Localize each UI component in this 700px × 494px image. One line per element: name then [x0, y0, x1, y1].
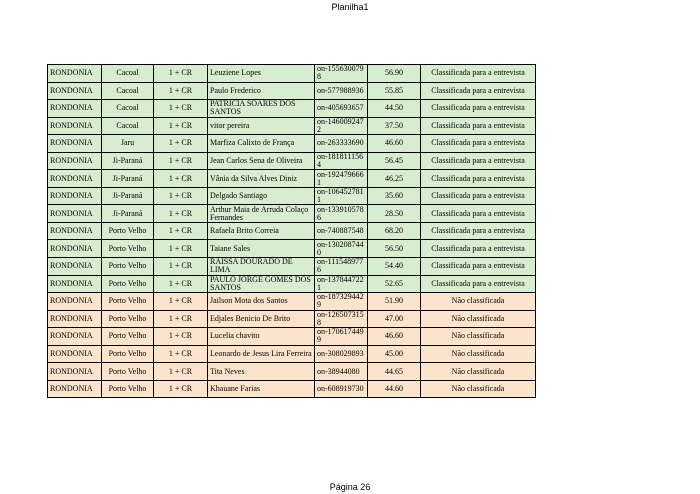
registration-code-cell: on-1924796661	[315, 170, 368, 188]
registration-code-cell: on-1818111564	[315, 152, 368, 170]
registration-code-cell: on-38944080	[315, 363, 368, 381]
vacancy-cell: 1 + CR	[154, 293, 208, 311]
city-cell: Ji-Paraná	[102, 187, 154, 205]
status-cell: Não classificada	[421, 328, 536, 346]
state-cell: RONDONIA	[48, 100, 102, 118]
table-row	[48, 345, 536, 363]
state-cell: RONDONIA	[48, 258, 102, 276]
state-cell: RONDONIA	[48, 310, 102, 328]
candidate-name-cell: RAISSA DOURADO DE LIMA	[208, 258, 315, 276]
city-cell: Cacoal	[102, 65, 154, 83]
state-cell: RONDONIA	[48, 65, 102, 83]
candidate-name-cell: Edjales Benicio De Brito	[208, 310, 315, 328]
city-cell: Porto Velho	[102, 328, 154, 346]
city-cell: Porto Velho	[102, 293, 154, 311]
table-row	[48, 380, 536, 398]
score-cell: 52.65	[368, 275, 421, 293]
table-row	[48, 170, 536, 188]
vacancy-cell: 1 + CR	[154, 65, 208, 83]
vacancy-cell: 1 + CR	[154, 170, 208, 188]
table-row	[48, 135, 536, 153]
candidate-name-cell: Rafaela Brito Correia	[208, 222, 315, 240]
table-row	[48, 275, 536, 293]
candidate-name-cell: Jean Carlos Sena de Oliveira	[208, 152, 315, 170]
city-cell: Ji-Paraná	[102, 152, 154, 170]
state-cell: RONDONIA	[48, 205, 102, 223]
status-cell: Classificada para a entrevista	[421, 117, 536, 135]
table-row	[48, 117, 536, 135]
table-row	[48, 258, 536, 276]
candidate-name-cell: PATRICIA SOARES DOS SANTOS	[208, 100, 315, 118]
state-cell: RONDONIA	[48, 187, 102, 205]
state-cell: RONDONIA	[48, 380, 102, 398]
score-cell: 56.45	[368, 152, 421, 170]
table-row	[48, 205, 536, 223]
table-row	[48, 363, 536, 381]
status-cell: Classificada para a entrevista	[421, 205, 536, 223]
status-cell: Classificada para a entrevista	[421, 187, 536, 205]
city-cell: Ji-Paraná	[102, 170, 154, 188]
state-cell: RONDONIA	[48, 152, 102, 170]
table-row	[48, 65, 536, 83]
candidate-name-cell: Arthur Maia de Arruda Colaço Fernandes	[208, 205, 315, 223]
vacancy-cell: 1 + CR	[154, 135, 208, 153]
candidate-name-cell: Jailson Mota dos Santos	[208, 293, 315, 311]
vacancy-cell: 1 + CR	[154, 275, 208, 293]
candidate-name-cell: Vânia da Silva Alves Diniz	[208, 170, 315, 188]
state-cell: RONDONIA	[48, 275, 102, 293]
score-cell: 46.60	[368, 328, 421, 346]
status-cell: Não classificada	[421, 363, 536, 381]
city-cell: Porto Velho	[102, 275, 154, 293]
results-table	[47, 64, 536, 398]
vacancy-cell: 1 + CR	[154, 82, 208, 100]
candidate-name-cell: Paulo Frederico	[208, 82, 315, 100]
sheet-title: Planilha1	[331, 2, 369, 12]
candidate-name-cell: Delgado Santiago	[208, 187, 315, 205]
candidate-name-cell: Tita Neves	[208, 363, 315, 381]
status-cell: Classificada para a entrevista	[421, 240, 536, 258]
registration-code-cell: on-1064527811	[315, 187, 368, 205]
table-row	[48, 187, 536, 205]
status-cell: Classificada para a entrevista	[421, 135, 536, 153]
status-cell: Não classificada	[421, 380, 536, 398]
candidate-name-cell: Lucelia chavito	[208, 328, 315, 346]
city-cell: Cacoal	[102, 82, 154, 100]
city-cell: Cacoal	[102, 100, 154, 118]
city-cell: Porto Velho	[102, 222, 154, 240]
score-cell: 55.85	[368, 82, 421, 100]
table-row	[48, 293, 536, 311]
registration-code-cell: on-608919730	[315, 380, 368, 398]
score-cell: 56.90	[368, 65, 421, 83]
score-cell: 44.60	[368, 380, 421, 398]
candidate-name-cell: Khauane Farias	[208, 380, 315, 398]
registration-code-cell: on-577988936	[315, 82, 368, 100]
registration-code-cell: on-740887548	[315, 222, 368, 240]
status-cell: Classificada para a entrevista	[421, 258, 536, 276]
vacancy-cell: 1 + CR	[154, 240, 208, 258]
vacancy-cell: 1 + CR	[154, 258, 208, 276]
table-row	[48, 310, 536, 328]
candidate-name-cell: Leonardo de Jesus Lira Ferreira	[208, 345, 315, 363]
registration-code-cell: on-1339105786	[315, 205, 368, 223]
registration-code-cell: on-1302087440	[315, 240, 368, 258]
score-cell: 68.20	[368, 222, 421, 240]
registration-code-cell: on-1115489776	[315, 258, 368, 276]
vacancy-cell: 1 + CR	[154, 363, 208, 381]
candidate-name-cell: Marfiza Calixto de França	[208, 135, 315, 153]
vacancy-cell: 1 + CR	[154, 152, 208, 170]
city-cell: Porto Velho	[102, 345, 154, 363]
state-cell: RONDONIA	[48, 345, 102, 363]
state-cell: RONDONIA	[48, 82, 102, 100]
status-cell: Classificada para a entrevista	[421, 100, 536, 118]
score-cell: 45.00	[368, 345, 421, 363]
score-cell: 35.60	[368, 187, 421, 205]
state-cell: RONDONIA	[48, 240, 102, 258]
city-cell: Cacoal	[102, 117, 154, 135]
status-cell: Não classificada	[421, 310, 536, 328]
score-cell: 51.90	[368, 293, 421, 311]
vacancy-cell: 1 + CR	[154, 205, 208, 223]
status-cell: Classificada para a entrevista	[421, 152, 536, 170]
registration-code-cell: on-1378447221	[315, 275, 368, 293]
state-cell: RONDONIA	[48, 222, 102, 240]
registration-code-cell: on-1556300798	[315, 65, 368, 83]
vacancy-cell: 1 + CR	[154, 328, 208, 346]
score-cell: 47.00	[368, 310, 421, 328]
candidate-name-cell: Leuziene Lopes	[208, 65, 315, 83]
table-row	[48, 222, 536, 240]
state-cell: RONDONIA	[48, 328, 102, 346]
status-cell: Classificada para a entrevista	[421, 65, 536, 83]
score-cell: 44.65	[368, 363, 421, 381]
status-cell: Não classificada	[421, 293, 536, 311]
state-cell: RONDONIA	[48, 363, 102, 381]
city-cell: Ji-Paraná	[102, 205, 154, 223]
score-cell: 37.50	[368, 117, 421, 135]
page-number: Página 26	[329, 482, 371, 492]
state-cell: RONDONIA	[48, 293, 102, 311]
state-cell: RONDONIA	[48, 117, 102, 135]
registration-code-cell: on-1873294429	[315, 293, 368, 311]
registration-code-cell: on-308029893	[315, 345, 368, 363]
registration-code-cell: on-1265073158	[315, 310, 368, 328]
status-cell: Classificada para a entrevista	[421, 275, 536, 293]
registration-code-cell: on-1706174499	[315, 328, 368, 346]
table-row	[48, 100, 536, 118]
vacancy-cell: 1 + CR	[154, 117, 208, 135]
registration-code-cell: on-263333690	[315, 135, 368, 153]
candidate-name-cell: Taiane Sales	[208, 240, 315, 258]
table-row	[48, 240, 536, 258]
status-cell: Classificada para a entrevista	[421, 222, 536, 240]
vacancy-cell: 1 + CR	[154, 345, 208, 363]
score-cell: 46.60	[368, 135, 421, 153]
vacancy-cell: 1 + CR	[154, 310, 208, 328]
score-cell: 44.50	[368, 100, 421, 118]
score-cell: 28.50	[368, 205, 421, 223]
state-cell: RONDONIA	[48, 170, 102, 188]
table-row	[48, 152, 536, 170]
city-cell: Porto Velho	[102, 363, 154, 381]
state-cell: RONDONIA	[48, 135, 102, 153]
vacancy-cell: 1 + CR	[154, 222, 208, 240]
vacancy-cell: 1 + CR	[154, 100, 208, 118]
vacancy-cell: 1 + CR	[154, 380, 208, 398]
score-cell: 56.50	[368, 240, 421, 258]
city-cell: Porto Velho	[102, 240, 154, 258]
vacancy-cell: 1 + CR	[154, 187, 208, 205]
score-cell: 46.25	[368, 170, 421, 188]
candidate-name-cell: vitor pereira	[208, 117, 315, 135]
table-row	[48, 82, 536, 100]
registration-code-cell: on-405693657	[315, 100, 368, 118]
table-row	[48, 328, 536, 346]
status-cell: Classificada para a entrevista	[421, 82, 536, 100]
city-cell: Porto Velho	[102, 258, 154, 276]
city-cell: Porto Velho	[102, 380, 154, 398]
registration-code-cell: on-1460092472	[315, 117, 368, 135]
score-cell: 54.40	[368, 258, 421, 276]
status-cell: Classificada para a entrevista	[421, 170, 536, 188]
city-cell: Jaru	[102, 135, 154, 153]
candidate-name-cell: PAULO JORGE GOMES DOS SANTOS	[208, 275, 315, 293]
city-cell: Porto Velho	[102, 310, 154, 328]
status-cell: Não classificada	[421, 345, 536, 363]
